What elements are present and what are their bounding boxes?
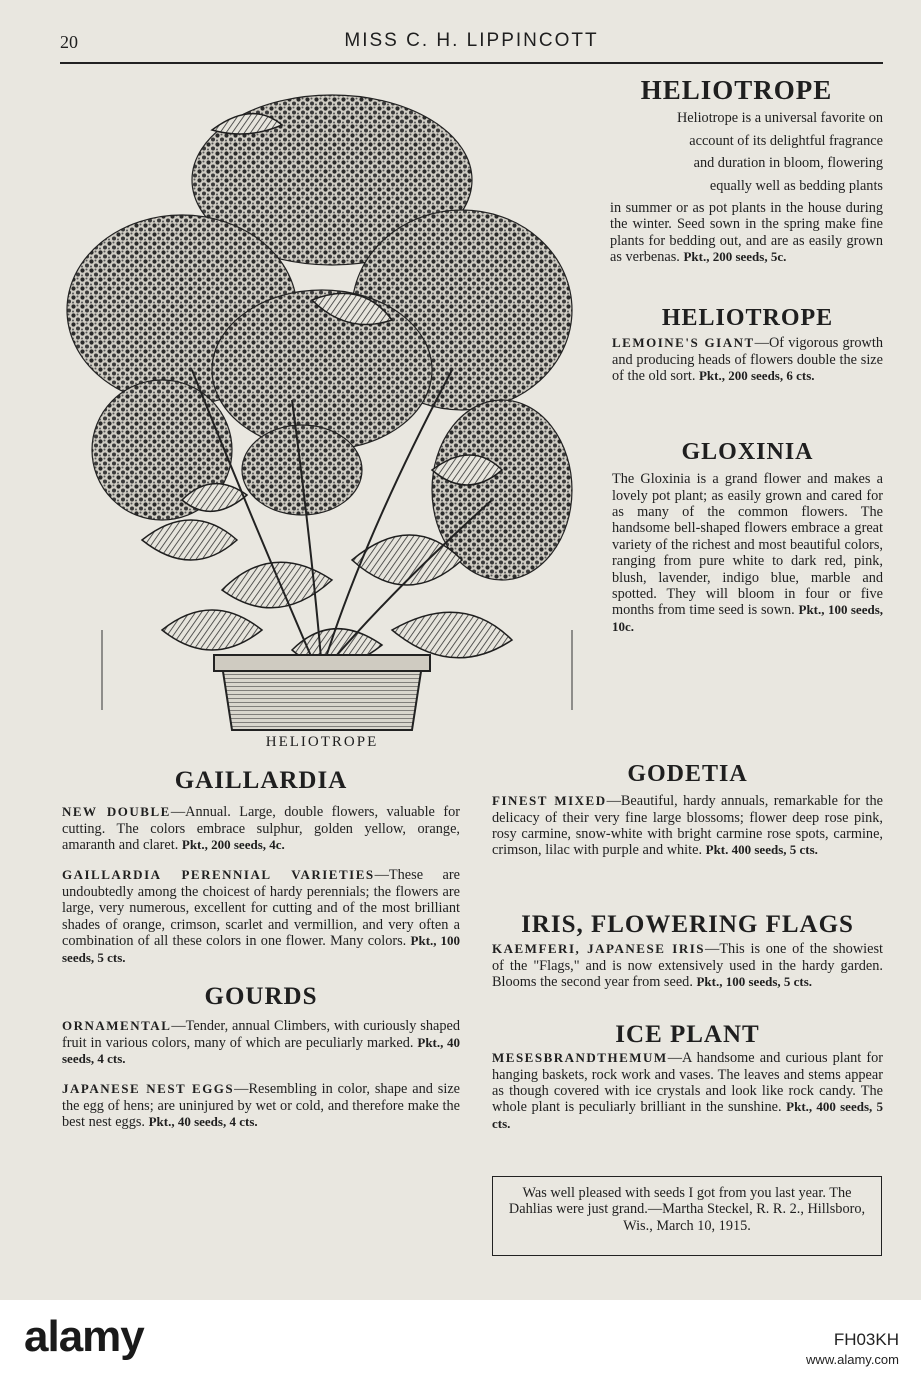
page-header — [60, 28, 883, 64]
iris-price: Pkt., 100 seeds, 5 cts. — [696, 974, 813, 990]
gourds-item-1-price: Pkt., 40 seeds, 4 cts. — [62, 1034, 460, 1066]
gaillardia-item-1-text: —Annual. Large, double flowers, valuable for cutting. The colors embrace sulphur, golden yellow, orange, amaranth and claret. — [62, 804, 460, 854]
gourds-item-2-lead: JAPANESE NEST EGGS — [62, 1081, 235, 1097]
illustration-caption: HELIOTROPE — [265, 734, 379, 750]
heliotrope-body-text: in summer or as pot plants in the house during the winter. Seed sown in the spring make fine plants for bedding out, and are as easily grown as verbenas. — [610, 199, 883, 266]
gourds-item-1 — [62, 1018, 460, 1067]
gloxinia-text: The Gloxinia is a grand flower and makes a lovely pot plant; as easily grown and cared for as many of the common flowers. The handsome bell-shaped flowers embrace a great variety of the richest and most beautiful colors, ranging from pure white to dark red, pink, blush, lavender, indigo blue, marble and spotted. They will bloom in four or five months from time seed is sown. — [612, 471, 883, 619]
testimonial-box: Was well pleased with seeds I got from you last year. The Dahlias were just grand.—Martha Steckel, R. R. 2., Hillsboro, Wis., March 10, 1915. — [492, 1176, 882, 1256]
gloxinia-price: Pkt., 100 seeds, 10c. — [612, 602, 884, 634]
gaillardia-title: GAILLARDIA — [174, 767, 348, 794]
gloxinia-title: GLOXINIA — [681, 439, 814, 465]
heliotrope-line-4: equally well as bedding plants — [709, 177, 883, 194]
gaillardia-item-2-lead: GAILLARDIA PERENNIAL VARIETIES — [62, 867, 375, 883]
lemoine-lead: LEMOINE'S GIANT — [612, 335, 755, 351]
watermark-url: www.alamy.com — [806, 1352, 899, 1367]
heliotrope-line-2: account of its delightful fragrance — [689, 132, 883, 149]
heliotrope-price: Pkt., 200 seeds, 5c. — [683, 249, 787, 265]
iris-lead: KAEMFERI, JAPANESE IRIS — [492, 941, 706, 957]
heliotrope-lemoine-section — [612, 306, 883, 384]
gloxinia-section — [612, 440, 883, 635]
godetia-lead: FINEST MIXED — [492, 793, 607, 809]
godetia-price: Pkt. 400 seeds, 5 cts. — [705, 842, 818, 858]
stock-watermark-bar — [0, 1300, 921, 1390]
page-number: 20 — [60, 32, 78, 52]
gloxinia-body — [612, 471, 883, 635]
ice-plant-section — [492, 1022, 883, 1132]
ice-plant-body — [492, 1050, 883, 1132]
gaillardia-item-1-price: Pkt., 200 seeds, 4c. — [181, 837, 285, 853]
gaillardia-item-1-lead: NEW DOUBLE — [62, 804, 171, 820]
iris-body — [492, 941, 883, 990]
iris-section — [492, 912, 883, 990]
gaillardia-item-2 — [62, 867, 460, 965]
ice-plant-text: —A handsome and curious plant for hanging baskets, rock work and vases. The leaves and stems appear as though covered with ice crystals and look like rock candy. The whole plant is peculiarly brilliant in the sunshine. — [492, 1050, 883, 1116]
gourds-item-2-price: Pkt., 40 seeds, 4 cts. — [148, 1114, 258, 1130]
iris-title: IRIS, FLOWERING FLAGS — [521, 911, 854, 938]
alamy-logo: alamy — [24, 1312, 144, 1361]
godetia-title: GODETIA — [627, 761, 748, 787]
gaillardia-item-2-price: Pkt., 100 seeds, 5 cts. — [62, 933, 461, 965]
heliotrope-title: HELIOTROPE — [640, 75, 833, 105]
heliotrope-line-3: and duration in bloom, flowering — [693, 155, 883, 172]
gourds-item-1-text: —Tender, annual Climbers, with curiously shaped fruit in various colors, many of which are peculiarly marked. — [62, 1018, 460, 1051]
gourds-item-2-text: —Resembling in color, shape and size the egg of hens; are uninjured by wet or cold, and therefore make the best nest eggs. — [62, 1081, 461, 1131]
heliotrope-intro-section — [490, 76, 883, 266]
gourds-title: GOURDS — [204, 982, 318, 1010]
gaillardia-item-1 — [62, 804, 460, 853]
image-id: FH03KH — [833, 1330, 899, 1349]
iris-text: —This is one of the showiest of the "Flags," and is now extensively used in the hardy garden. Blooms the second year from seed. — [492, 941, 884, 991]
heliotrope-body — [490, 200, 883, 266]
running-head: MISS C. H. LIPPINCOTT — [344, 30, 599, 51]
ice-plant-title: ICE PLANT — [615, 1021, 760, 1048]
gourds-item-2 — [62, 1081, 460, 1130]
lemoine-text: —Of vigorous growth and producing heads of flowers double the size of the old sort. — [612, 335, 883, 384]
godetia-section — [492, 762, 883, 859]
ice-plant-lead: MESESBRANDTHEMUM — [492, 1050, 668, 1066]
lemoine-title: HELIOTROPE — [661, 305, 834, 331]
gaillardia-item-2-text: —These are undoubtedly among the choicest of hardy perennials; the flowers are large, very numerous, excellent for cutting and of the most brilliant shades of orange, crimson, scarlet and vermillion, and very often a combination of all these colors in one flower. Many colors. — [62, 867, 460, 950]
godetia-text: —Beautiful, hardy annuals, remarkable for the delicacy of their very fine large blossoms; flower deep rose pink, rosy carmine, snow-white with bright carmine rose spots, carmine, crimson, lilac with purple and white. — [492, 793, 883, 859]
ice-plant-price: Pkt., 400 seeds, 5 cts. — [492, 1099, 883, 1131]
heliotrope-line-1: Heliotrope is a universal favorite on — [676, 110, 883, 127]
gaillardia-section — [62, 768, 460, 1131]
lemoine-price: Pkt., 200 seeds, 6 cts. — [698, 368, 815, 383]
godetia-body — [492, 793, 883, 859]
gourds-item-1-lead: ORNAMENTAL — [62, 1018, 172, 1034]
lemoine-body — [612, 335, 883, 384]
